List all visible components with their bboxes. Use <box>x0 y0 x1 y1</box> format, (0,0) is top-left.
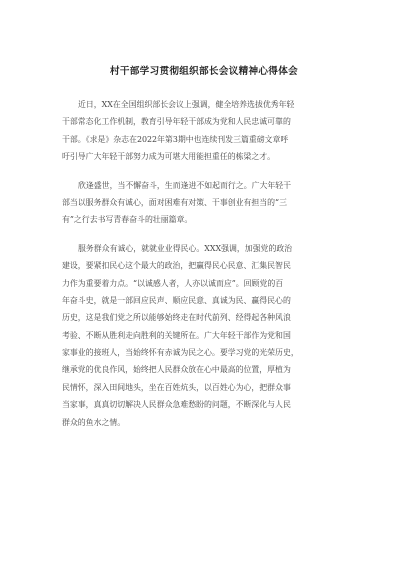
text-line: 年奋斗史，就是一部回应民声、顺应民意、真诚为民、赢得民心的 <box>62 295 291 305</box>
text-line: 家事业的接班人，当始终怀有赤诚为民之心。要学习党的光荣历史， <box>62 348 299 358</box>
text-line: 欣逢盛世，当不懈奋斗，生而逢进不如起而行之。广大年轻干 <box>78 180 292 190</box>
paragraph-3 <box>62 240 348 431</box>
text-line: 建设，要紧扣民心这个最大的政治，把赢得民心民意、汇集民智民 <box>62 261 291 271</box>
text-line: 干部常态化工作机制，教育引导年轻干部成为党和人民忠诚可靠的 <box>62 117 291 127</box>
text-line: 干部。《求是》杂志在2022年第3期中也连续刊发三篇重磅文章呼 <box>62 134 289 144</box>
document-body <box>62 96 348 442</box>
text-line: 历史，这是我们党之所以能够始终走在时代前列、经得起各种风浪 <box>62 313 291 323</box>
text-line: 力作为重要着力点。“以诚感人者，人亦以诚而应”。回顾党的百 <box>62 278 284 288</box>
paragraph-2 <box>62 177 348 229</box>
text-line: 近日，XX在全国组织部长会议上强调，健全培养选拔优秀年轻 <box>78 100 295 109</box>
text-line: 考验、不断从胜利走向胜利的关键所在。广大年轻干部作为党和国 <box>62 330 291 340</box>
text-line: 有”之行去书写青春奋斗的壮丽篇章。 <box>62 215 193 225</box>
text-line: 群众的鱼水之情。 <box>62 417 126 427</box>
text-line: 当家事，真真切切解决人民群众急难愁盼的问题，不断深化与人民 <box>62 400 291 410</box>
text-line: 民情怀，深入田间地头，坐在百姓炕头，以百姓心为心，把群众事 <box>62 382 291 392</box>
document-title: 村干部学习贯彻组织部长会议精神心得体会 <box>110 66 298 77</box>
text-line: 吁引导广大年轻干部努力成为可堪大用能担重任的栋梁之才。 <box>62 152 276 162</box>
paragraph-1 <box>62 96 348 166</box>
text-line: 服务群众有诚心，就就业业得民心。XXX强调，加强党的政治 <box>78 243 293 253</box>
text-line: 部当以服务群众有诚心，面对困难有对策、干事创业有担当的“三 <box>62 197 287 207</box>
text-line: 继承党的优良作风，始终把人民群众放在心中最高的位置，厚植为 <box>62 365 291 375</box>
